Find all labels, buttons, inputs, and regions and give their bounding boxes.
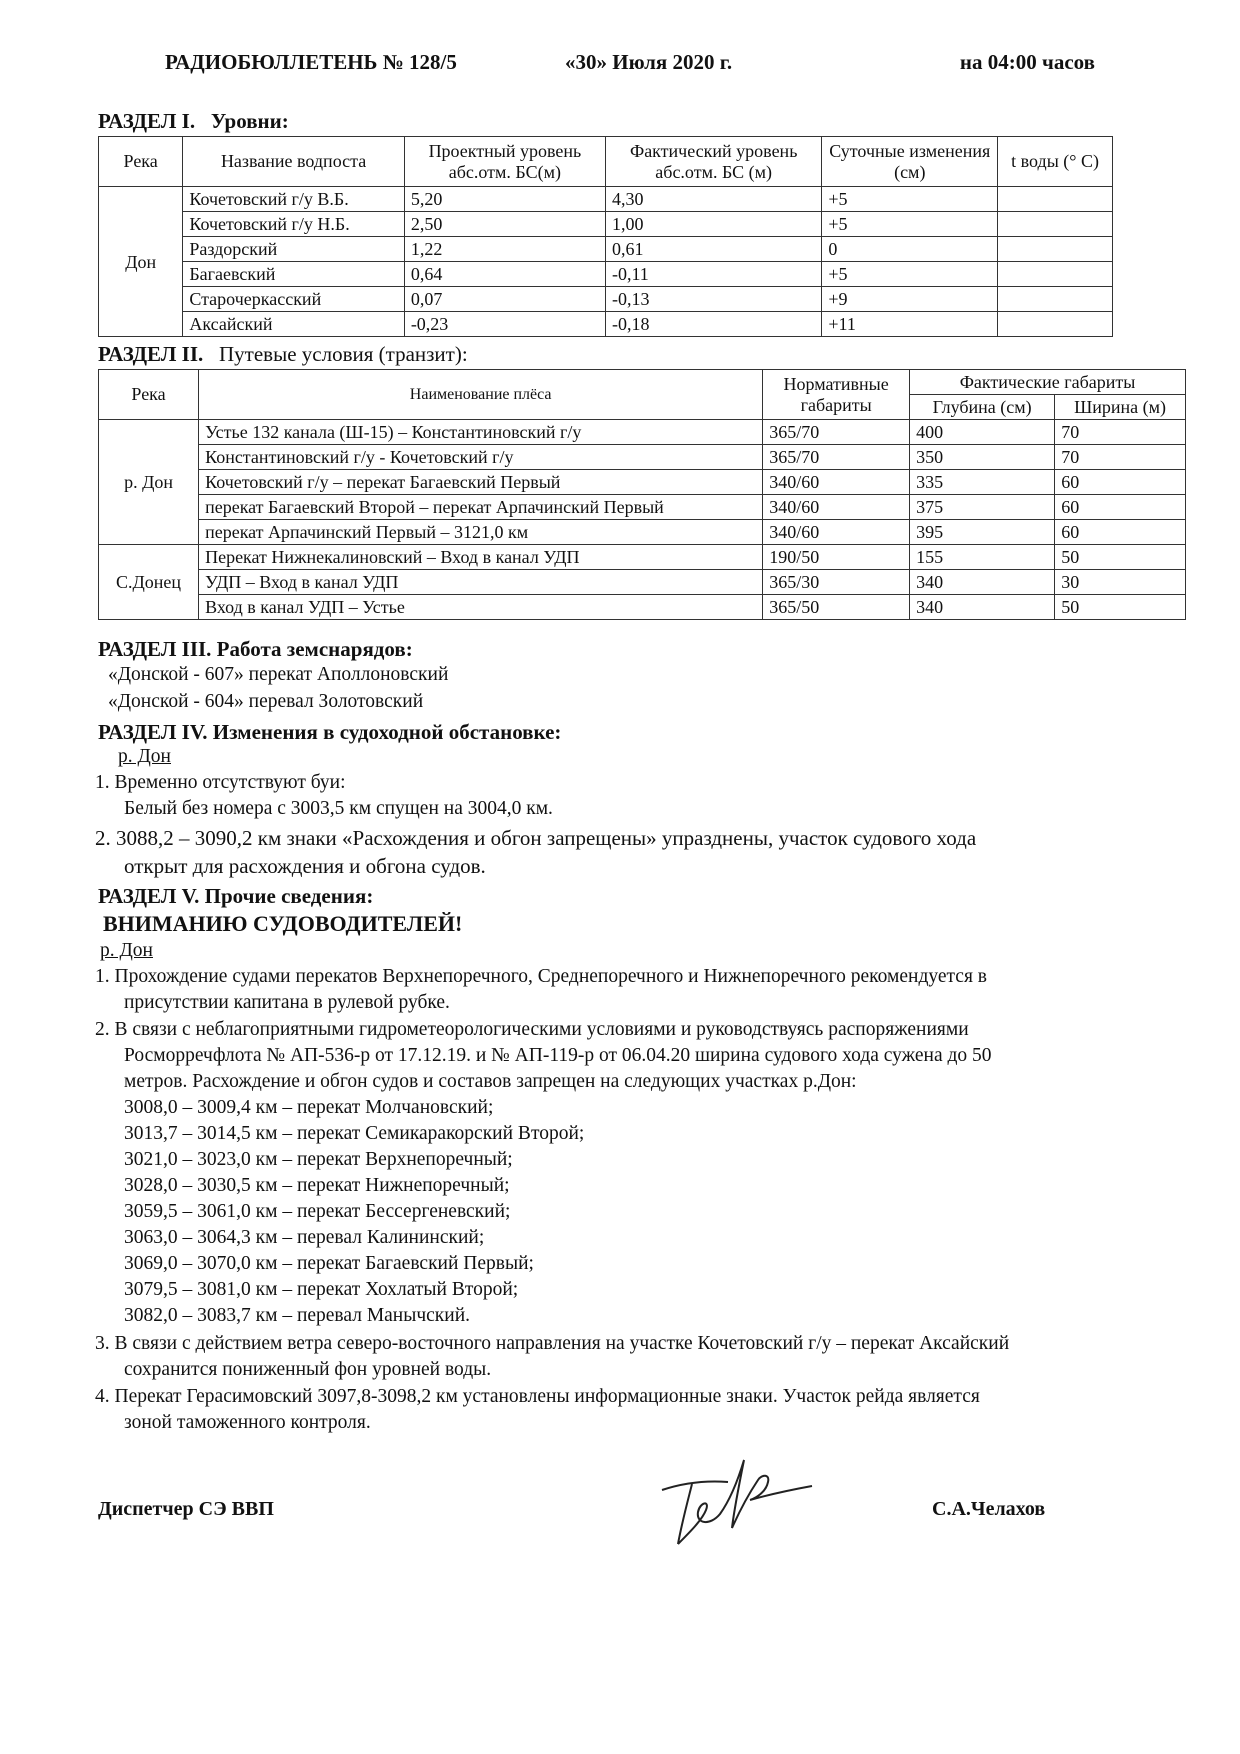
route-width: 70 — [1055, 420, 1186, 445]
para2-line: 2. В связи с неблагоприятными гидрометеорологическими условиями и руководствуясь распоряжениями — [95, 1019, 969, 1040]
route-reach: Кочетовский г/у – перекат Багаевский Первый — [199, 470, 763, 495]
levels-post: Старочеркасский — [183, 287, 404, 312]
route-reach: перекат Арпачинский Первый – 3121,0 км — [199, 520, 763, 545]
attention-heading: ВНИМАНИЮ СУДОВОДИТЕЛЕЙ! — [103, 911, 463, 936]
dispatcher-name: С.А.Челахов — [932, 1498, 1046, 1520]
para4-line: 4. Перекат Герасимовский 3097,8-3098,2 км установлены информационные знаки. Участок рейда является — [95, 1386, 980, 1407]
route-river: С.Донец — [99, 545, 199, 620]
route-width: 50 — [1055, 595, 1186, 620]
route-reach: Константиновский г/у - Кочетовский г/у — [199, 445, 763, 470]
levels-change: +5 — [822, 187, 998, 212]
table-row — [99, 237, 1113, 262]
bulletin-time: на 04:00 часов — [959, 50, 1095, 74]
levels-project: 0,07 — [404, 287, 605, 312]
route-depth: 350 — [910, 445, 1055, 470]
section3-title: РАЗДЕЛ III. Работа земснарядов: — [98, 637, 413, 661]
levels-change: +9 — [822, 287, 998, 312]
route-river: р. Дон — [99, 420, 199, 545]
restricted-section: 3021,0 – 3023,0 км – перекат Верхнепоречный; — [124, 1149, 513, 1170]
route-reach: Перекат Нижнекалиновский – Вход в канал УДП — [199, 545, 763, 570]
levels-river: Дон — [99, 187, 183, 337]
levels-temp — [998, 187, 1113, 212]
section5-river: р. Дон — [100, 940, 153, 961]
route-depth: 335 — [910, 470, 1055, 495]
table-row — [99, 495, 1186, 520]
section2-label: РАЗДЕЛ II. — [98, 342, 204, 366]
levels-post: Кочетовский г/у В.Б. — [183, 187, 404, 212]
table-row — [99, 287, 1113, 312]
route-depth: 340 — [910, 595, 1055, 620]
para4-line: зоной таможенного контроля. — [124, 1412, 371, 1433]
levels-temp — [998, 312, 1113, 337]
table-row — [99, 445, 1186, 470]
table-row — [99, 470, 1186, 495]
table-row — [99, 570, 1186, 595]
restricted-section: 3008,0 – 3009,4 км – перекат Молчановский; — [124, 1097, 494, 1118]
restricted-section: 3079,5 – 3081,0 км – перекат Хохлатый Второй; — [124, 1279, 519, 1300]
route-reach: перекат Багаевский Второй – перекат Арпачинский Первый — [199, 495, 763, 520]
route-width: 30 — [1055, 570, 1186, 595]
route-norm: 190/50 — [763, 545, 910, 570]
table-row — [99, 262, 1113, 287]
levels-post: Раздорский — [183, 237, 404, 262]
section5-title: РАЗДЕЛ V. Прочие сведения: — [98, 884, 374, 908]
levels-temp — [998, 212, 1113, 237]
section1-name: Уровни: — [210, 109, 289, 133]
route-width: 50 — [1055, 545, 1186, 570]
route-col-actual: Фактические габариты — [910, 370, 1186, 395]
levels-col-actual: Фактический уровень абс.отм. БС (м) — [605, 137, 821, 187]
route-col-river: Река — [99, 370, 199, 420]
route-width: 60 — [1055, 470, 1186, 495]
route-width: 60 — [1055, 520, 1186, 545]
levels-col-temp: t воды (° С) — [998, 137, 1113, 187]
route-norm: 365/70 — [763, 420, 910, 445]
dredger-item: «Донской - 607» перекат Аполлоновский — [108, 664, 449, 685]
restricted-section: 3082,0 – 3083,7 км – перевал Манычский. — [124, 1305, 471, 1326]
route-depth: 375 — [910, 495, 1055, 520]
levels-project: 1,22 — [404, 237, 605, 262]
levels-col-change: Суточные изменения (см) — [822, 137, 998, 187]
levels-project: -0,23 — [404, 312, 605, 337]
levels-col-project: Проектный уровень абс.отм. БС(м) — [404, 137, 605, 187]
section4-item1-sub: Белый без номера с 3003,5 км спущен на 3004,0 км. — [124, 798, 553, 819]
para2-line: Росморречфлота № АП-536-р от 17.12.19. и № АП-119-р от 06.04.20 ширина судового хода сужена до 50 — [124, 1045, 992, 1066]
section4-item1: 1. Временно отсутствуют буи: — [95, 772, 346, 793]
table-row — [99, 595, 1186, 620]
bulletin-date: «30» Июля 2020 г. — [565, 50, 733, 74]
section2-title — [98, 342, 468, 367]
levels-change: +5 — [822, 262, 998, 287]
route-width: 60 — [1055, 495, 1186, 520]
route-norm: 365/50 — [763, 595, 910, 620]
route-col-depth: Глубина (см) — [910, 395, 1055, 420]
route-depth: 400 — [910, 420, 1055, 445]
section4-item2: 2. 3088,2 – 3090,2 км знаки «Расхождения и обгон запрещены» упразднены, участок судового хода — [95, 826, 977, 850]
restricted-section: 3059,5 – 3061,0 км – перекат Бессергеневский; — [124, 1201, 511, 1222]
route-norm: 340/60 — [763, 520, 910, 545]
para1-line: 1. Прохождение судами перекатов Верхнепоречного, Среднепоречного и Нижнепоречного рекомендуется в — [95, 966, 988, 987]
levels-project: 2,50 — [404, 212, 605, 237]
levels-temp — [998, 287, 1113, 312]
route-norm: 340/60 — [763, 495, 910, 520]
levels-temp — [998, 237, 1113, 262]
route-table — [98, 369, 1186, 620]
levels-project: 0,64 — [404, 262, 605, 287]
route-col-reach: Наименование плёса — [199, 370, 763, 420]
levels-actual: 4,30 — [605, 187, 821, 212]
levels-change: +11 — [822, 312, 998, 337]
section4-river: р. Дон — [118, 746, 171, 767]
route-reach: УДП – Вход в канал УДП — [199, 570, 763, 595]
levels-col-river: Река — [99, 137, 183, 187]
levels-table — [98, 136, 1113, 337]
levels-post: Кочетовский г/у Н.Б. — [183, 212, 404, 237]
levels-post: Аксайский — [183, 312, 404, 337]
handwritten-signature — [640, 1440, 820, 1560]
levels-change: 0 — [822, 237, 998, 262]
route-reach: Вход в канал УДП – Устье — [199, 595, 763, 620]
section1-title — [98, 109, 289, 134]
para3-line: 3. В связи с действием ветра северо-восточного направления на участке Кочетовский г/у – перекат Аксайский — [95, 1333, 1010, 1354]
dispatcher-title: Диспетчер СЭ ВВП — [98, 1498, 274, 1520]
route-depth: 395 — [910, 520, 1055, 545]
table-row — [99, 545, 1186, 570]
route-depth: 155 — [910, 545, 1055, 570]
bulletin-header — [165, 50, 1095, 84]
levels-actual: -0,18 — [605, 312, 821, 337]
levels-project: 5,20 — [404, 187, 605, 212]
route-norm: 365/70 — [763, 445, 910, 470]
levels-actual: 0,61 — [605, 237, 821, 262]
levels-actual: -0,13 — [605, 287, 821, 312]
bulletin-title: РАДИОБЮЛЛЕТЕНЬ № 128/5 — [165, 50, 457, 74]
table-row — [99, 312, 1113, 337]
restricted-section: 3028,0 – 3030,5 км – перекат Нижнепоречный; — [124, 1175, 510, 1196]
restricted-section: 3013,7 – 3014,5 км – перекат Семикаракорский Второй; — [124, 1123, 585, 1144]
route-norm: 365/30 — [763, 570, 910, 595]
section4-item2-cont: открыт для расхождения и обгона судов. — [124, 854, 486, 878]
table-row — [99, 212, 1113, 237]
restricted-section: 3063,0 – 3064,3 км – перевал Калининский; — [124, 1227, 485, 1248]
table-row — [99, 520, 1186, 545]
table-row — [99, 187, 1113, 212]
route-norm: 340/60 — [763, 470, 910, 495]
levels-col-post: Название водпоста — [183, 137, 404, 187]
levels-actual: 1,00 — [605, 212, 821, 237]
route-col-width: Ширина (м) — [1055, 395, 1186, 420]
route-reach: Устье 132 канала (Ш-15) – Константиновский г/у — [199, 420, 763, 445]
para2-line: метров. Расхождение и обгон судов и составов запрещен на следующих участках р.Дон: — [124, 1071, 857, 1092]
levels-change: +5 — [822, 212, 998, 237]
para1-line: присутствии капитана в рулевой рубке. — [124, 992, 450, 1013]
dredger-item: «Донской - 604» перевал Золотовский — [108, 691, 424, 712]
route-width: 70 — [1055, 445, 1186, 470]
section2-name: Путевые условия (транзит): — [219, 342, 468, 366]
table-row — [99, 420, 1186, 445]
route-depth: 340 — [910, 570, 1055, 595]
restricted-section: 3069,0 – 3070,0 км – перекат Багаевский Первый; — [124, 1253, 534, 1274]
levels-post: Багаевский — [183, 262, 404, 287]
route-col-norm: Нормативные габариты — [763, 370, 910, 420]
para3-line: сохранится пониженный фон уровней воды. — [124, 1359, 492, 1380]
section4-title: РАЗДЕЛ IV. Изменения в судоходной обстановке: — [98, 720, 562, 744]
levels-temp — [998, 262, 1113, 287]
levels-actual: -0,11 — [605, 262, 821, 287]
section1-label: РАЗДЕЛ I. — [98, 109, 196, 133]
